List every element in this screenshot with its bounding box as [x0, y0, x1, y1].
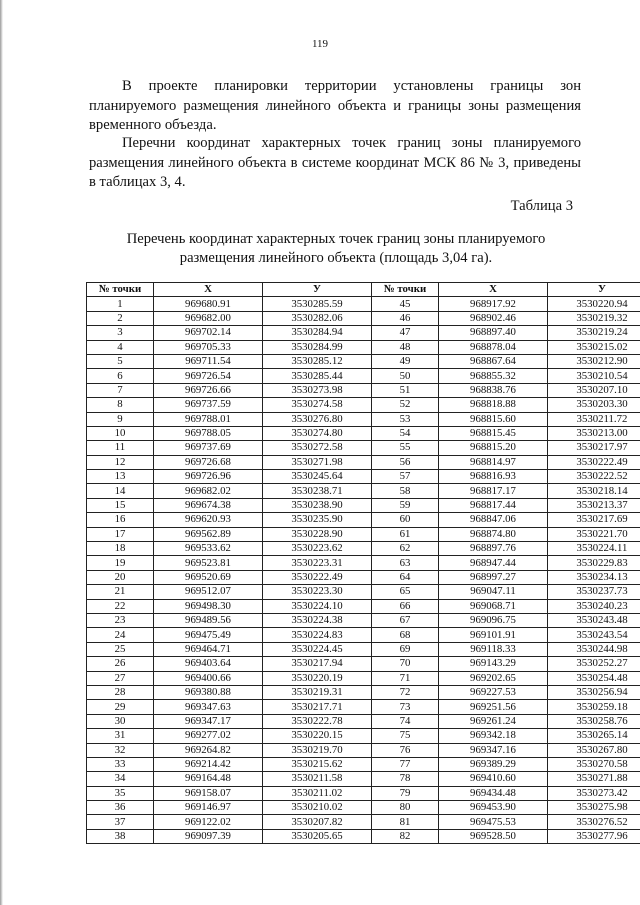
- cell-y: 3530243.48: [548, 613, 640, 627]
- cell-x: 969101.91: [439, 628, 548, 642]
- cell-point-number: 22: [87, 599, 154, 613]
- cell-x: 969523.81: [154, 556, 263, 570]
- cell-point-number: 45: [372, 297, 439, 311]
- cell-point-number: 66: [372, 599, 439, 613]
- table-caption-line-2: размещения линейного объекта (площадь 3,04 га).: [179, 250, 493, 266]
- table-row: [87, 297, 640, 311]
- header-x: Х: [439, 283, 548, 297]
- cell-point-number: 71: [372, 671, 439, 685]
- scan-edge: [0, 0, 3, 905]
- cell-x: 968897.40: [439, 326, 548, 340]
- cell-y: 3530221.70: [548, 527, 640, 541]
- table-row: [87, 772, 640, 786]
- cell-x: 969726.66: [154, 383, 263, 397]
- cell-y: 3530219.24: [548, 326, 640, 340]
- cell-point-number: 26: [87, 657, 154, 671]
- cell-point-number: 58: [372, 484, 439, 498]
- cell-point-number: 68: [372, 628, 439, 642]
- cell-point-number: 34: [87, 772, 154, 786]
- cell-point-number: 48: [372, 340, 439, 354]
- cell-y: 3530210.54: [548, 369, 640, 383]
- cell-y: 3530224.11: [548, 542, 640, 556]
- cell-y: 3530212.90: [548, 354, 640, 368]
- cell-x: 969528.50: [439, 829, 548, 843]
- cell-y: 3530238.90: [263, 498, 372, 512]
- cell-x: 969737.59: [154, 398, 263, 412]
- cell-y: 3530243.54: [548, 628, 640, 642]
- cell-y: 3530223.31: [263, 556, 372, 570]
- cell-x: 969788.01: [154, 412, 263, 426]
- cell-y: 3530224.38: [263, 613, 372, 627]
- cell-y: 3530222.52: [548, 470, 640, 484]
- cell-point-number: 6: [87, 369, 154, 383]
- cell-y: 3530223.62: [263, 542, 372, 556]
- cell-x: 968855.32: [439, 369, 548, 383]
- cell-point-number: 52: [372, 398, 439, 412]
- cell-y: 3530256.94: [548, 685, 640, 699]
- cell-x: 968878.04: [439, 340, 548, 354]
- cell-x: 968902.46: [439, 311, 548, 325]
- cell-y: 3530217.94: [263, 657, 372, 671]
- cell-x: 969143.29: [439, 657, 548, 671]
- cell-x: 969498.30: [154, 599, 263, 613]
- table-row: [87, 743, 640, 757]
- cell-x: 969146.97: [154, 801, 263, 815]
- cell-point-number: 80: [372, 801, 439, 815]
- cell-x: 968815.60: [439, 412, 548, 426]
- cell-x: 969264.82: [154, 743, 263, 757]
- cell-y: 3530277.96: [548, 829, 640, 843]
- table-row: [87, 340, 640, 354]
- cell-point-number: 81: [372, 815, 439, 829]
- cell-y: 3530276.52: [548, 815, 640, 829]
- cell-y: 3530219.32: [548, 311, 640, 325]
- cell-x: 968897.76: [439, 542, 548, 556]
- cell-x: 969475.53: [439, 815, 548, 829]
- cell-point-number: 15: [87, 498, 154, 512]
- cell-point-number: 57: [372, 470, 439, 484]
- cell-x: 969620.93: [154, 513, 263, 527]
- table-row: [87, 613, 640, 627]
- cell-y: 3530220.19: [263, 671, 372, 685]
- cell-x: 969122.02: [154, 815, 263, 829]
- cell-point-number: 20: [87, 570, 154, 584]
- cell-y: 3530210.02: [263, 801, 372, 815]
- table-row: [87, 383, 640, 397]
- cell-point-number: 29: [87, 700, 154, 714]
- cell-y: 3530222.49: [263, 570, 372, 584]
- cell-y: 3530284.94: [263, 326, 372, 340]
- table-row: [87, 498, 640, 512]
- cell-x: 969788.05: [154, 426, 263, 440]
- cell-point-number: 19: [87, 556, 154, 570]
- cell-point-number: 12: [87, 455, 154, 469]
- cell-y: 3530222.78: [263, 714, 372, 728]
- cell-x: 968815.45: [439, 426, 548, 440]
- table-label: Таблица 3: [510, 198, 573, 214]
- table-row: [87, 815, 640, 829]
- cell-y: 3530203.30: [548, 398, 640, 412]
- cell-y: 3530252.27: [548, 657, 640, 671]
- cell-x: 969410.60: [439, 772, 548, 786]
- cell-point-number: 38: [87, 829, 154, 843]
- cell-point-number: 77: [372, 757, 439, 771]
- table-row: [87, 628, 640, 642]
- cell-y: 3530229.83: [548, 556, 640, 570]
- paragraph-2-text: Перечни координат характерных точек границ зоны планируемого размещения линейного объекта в системе координат МСК 86 № 3, приведены в таблицах 3, 4.: [89, 135, 581, 190]
- table-caption: [90, 230, 582, 268]
- cell-point-number: 62: [372, 542, 439, 556]
- cell-point-number: 36: [87, 801, 154, 815]
- cell-point-number: 32: [87, 743, 154, 757]
- cell-point-number: 11: [87, 441, 154, 455]
- cell-y: 3530259.18: [548, 700, 640, 714]
- cell-y: 3530224.10: [263, 599, 372, 613]
- cell-point-number: 3: [87, 326, 154, 340]
- cell-x: 968997.27: [439, 570, 548, 584]
- cell-point-number: 31: [87, 729, 154, 743]
- cell-point-number: 82: [372, 829, 439, 843]
- cell-x: 968817.17: [439, 484, 548, 498]
- cell-point-number: 21: [87, 585, 154, 599]
- header-y: У: [548, 283, 640, 297]
- cell-point-number: 53: [372, 412, 439, 426]
- cell-x: 969674.38: [154, 498, 263, 512]
- cell-y: 3530217.69: [548, 513, 640, 527]
- cell-x: 969434.48: [439, 786, 548, 800]
- cell-y: 3530285.44: [263, 369, 372, 383]
- cell-y: 3530220.15: [263, 729, 372, 743]
- cell-y: 3530285.12: [263, 354, 372, 368]
- cell-x: 969702.14: [154, 326, 263, 340]
- cell-x: 968874.80: [439, 527, 548, 541]
- cell-y: 3530219.31: [263, 685, 372, 699]
- cell-point-number: 7: [87, 383, 154, 397]
- table-row: [87, 642, 640, 656]
- cell-point-number: 10: [87, 426, 154, 440]
- cell-x: 968818.88: [439, 398, 548, 412]
- cell-y: 3530217.97: [548, 441, 640, 455]
- cell-point-number: 37: [87, 815, 154, 829]
- table-row: [87, 513, 640, 527]
- cell-point-number: 61: [372, 527, 439, 541]
- cell-point-number: 17: [87, 527, 154, 541]
- cell-x: 969403.64: [154, 657, 263, 671]
- cell-point-number: 1: [87, 297, 154, 311]
- table-row: [87, 570, 640, 584]
- paragraph-2: [89, 134, 581, 193]
- cell-x: 969347.16: [439, 743, 548, 757]
- cell-point-number: 25: [87, 642, 154, 656]
- cell-point-number: 5: [87, 354, 154, 368]
- cell-y: 3530267.80: [548, 743, 640, 757]
- cell-point-number: 51: [372, 383, 439, 397]
- cell-y: 3530276.80: [263, 412, 372, 426]
- cell-y: 3530258.76: [548, 714, 640, 728]
- cell-point-number: 46: [372, 311, 439, 325]
- cell-point-number: 30: [87, 714, 154, 728]
- cell-x: 969489.56: [154, 613, 263, 627]
- table-row: [87, 354, 640, 368]
- cell-y: 3530223.30: [263, 585, 372, 599]
- cell-x: 968917.92: [439, 297, 548, 311]
- cell-point-number: 8: [87, 398, 154, 412]
- cell-point-number: 67: [372, 613, 439, 627]
- cell-point-number: 23: [87, 613, 154, 627]
- cell-x: 969068.71: [439, 599, 548, 613]
- cell-x: 969097.39: [154, 829, 263, 843]
- cell-x: 968814.97: [439, 455, 548, 469]
- cell-y: 3530237.73: [548, 585, 640, 599]
- cell-x: 969711.54: [154, 354, 263, 368]
- cell-y: 3530282.06: [263, 311, 372, 325]
- table-row: [87, 685, 640, 699]
- table-row: [87, 657, 640, 671]
- cell-y: 3530265.14: [548, 729, 640, 743]
- table-row: [87, 542, 640, 556]
- table-row: [87, 671, 640, 685]
- table-row: [87, 786, 640, 800]
- cell-y: 3530234.13: [548, 570, 640, 584]
- cell-point-number: 16: [87, 513, 154, 527]
- cell-x: 968815.20: [439, 441, 548, 455]
- cell-x: 969261.24: [439, 714, 548, 728]
- cell-point-number: 4: [87, 340, 154, 354]
- table-row: [87, 556, 640, 570]
- cell-y: 3530211.72: [548, 412, 640, 426]
- table-row: [87, 585, 640, 599]
- cell-x: 969347.63: [154, 700, 263, 714]
- cell-x: 969464.71: [154, 642, 263, 656]
- cell-point-number: 54: [372, 426, 439, 440]
- cell-point-number: 64: [372, 570, 439, 584]
- cell-x: 969520.69: [154, 570, 263, 584]
- cell-point-number: 55: [372, 441, 439, 455]
- table-row: [87, 829, 640, 843]
- table-row: [87, 426, 640, 440]
- cell-x: 968816.93: [439, 470, 548, 484]
- cell-point-number: 14: [87, 484, 154, 498]
- cell-x: 968838.76: [439, 383, 548, 397]
- cell-y: 3530235.90: [263, 513, 372, 527]
- cell-point-number: 35: [87, 786, 154, 800]
- cell-x: 969682.02: [154, 484, 263, 498]
- cell-point-number: 78: [372, 772, 439, 786]
- cell-x: 969342.18: [439, 729, 548, 743]
- cell-y: 3530224.83: [263, 628, 372, 642]
- table-row: [87, 700, 640, 714]
- table-header-row: [87, 283, 640, 297]
- cell-y: 3530270.58: [548, 757, 640, 771]
- cell-x: 969251.56: [439, 700, 548, 714]
- cell-x: 968817.44: [439, 498, 548, 512]
- cell-x: 969562.89: [154, 527, 263, 541]
- cell-x: 969347.17: [154, 714, 263, 728]
- cell-y: 3530272.58: [263, 441, 372, 455]
- table-row: [87, 801, 640, 815]
- cell-x: 969726.68: [154, 455, 263, 469]
- cell-y: 3530274.80: [263, 426, 372, 440]
- cell-y: 3530271.88: [548, 772, 640, 786]
- cell-x: 969726.54: [154, 369, 263, 383]
- cell-x: 969164.48: [154, 772, 263, 786]
- cell-y: 3530217.71: [263, 700, 372, 714]
- table-row: [87, 455, 640, 469]
- cell-y: 3530244.98: [548, 642, 640, 656]
- cell-y: 3530274.58: [263, 398, 372, 412]
- cell-y: 3530207.82: [263, 815, 372, 829]
- cell-x: 968947.44: [439, 556, 548, 570]
- page-number: 119: [311, 38, 329, 50]
- cell-x: 969227.53: [439, 685, 548, 699]
- cell-point-number: 74: [372, 714, 439, 728]
- cell-y: 3530273.98: [263, 383, 372, 397]
- cell-y: 3530228.90: [263, 527, 372, 541]
- cell-point-number: 13: [87, 470, 154, 484]
- cell-y: 3530211.02: [263, 786, 372, 800]
- cell-y: 3530238.71: [263, 484, 372, 498]
- table-row: [87, 470, 640, 484]
- table-body: [87, 297, 640, 844]
- cell-x: 969214.42: [154, 757, 263, 771]
- cell-y: 3530273.42: [548, 786, 640, 800]
- table-row: [87, 369, 640, 383]
- cell-point-number: 2: [87, 311, 154, 325]
- cell-y: 3530224.45: [263, 642, 372, 656]
- cell-y: 3530222.49: [548, 455, 640, 469]
- cell-point-number: 69: [372, 642, 439, 656]
- table-row: [87, 311, 640, 325]
- cell-x: 969158.07: [154, 786, 263, 800]
- cell-x: 968867.64: [439, 354, 548, 368]
- cell-x: 969202.65: [439, 671, 548, 685]
- cell-point-number: 70: [372, 657, 439, 671]
- cell-point-number: 18: [87, 542, 154, 556]
- table-row: [87, 412, 640, 426]
- cell-x: 969475.49: [154, 628, 263, 642]
- table-caption-line-1: Перечень координат характерных точек границ зоны планируемого: [126, 231, 546, 247]
- coordinates-table: [86, 282, 640, 844]
- cell-y: 3530205.65: [263, 829, 372, 843]
- cell-y: 3530240.23: [548, 599, 640, 613]
- cell-point-number: 9: [87, 412, 154, 426]
- cell-point-number: 73: [372, 700, 439, 714]
- table-row: [87, 527, 640, 541]
- cell-point-number: 75: [372, 729, 439, 743]
- cell-y: 3530245.64: [263, 470, 372, 484]
- table-row: [87, 326, 640, 340]
- cell-point-number: 63: [372, 556, 439, 570]
- cell-point-number: 72: [372, 685, 439, 699]
- cell-x: 969389.29: [439, 757, 548, 771]
- cell-y: 3530220.94: [548, 297, 640, 311]
- table-row: [87, 441, 640, 455]
- cell-point-number: 76: [372, 743, 439, 757]
- cell-point-number: 24: [87, 628, 154, 642]
- cell-x: 969705.33: [154, 340, 263, 354]
- cell-x: 969096.75: [439, 613, 548, 627]
- table-row: [87, 714, 640, 728]
- cell-y: 3530213.37: [548, 498, 640, 512]
- cell-y: 3530219.70: [263, 743, 372, 757]
- table-row: [87, 729, 640, 743]
- table-row: [87, 599, 640, 613]
- cell-x: 969737.69: [154, 441, 263, 455]
- cell-x: 969380.88: [154, 685, 263, 699]
- cell-point-number: 50: [372, 369, 439, 383]
- table-row: [87, 398, 640, 412]
- cell-y: 3530215.02: [548, 340, 640, 354]
- paragraph-1-text: В проекте планировки территории установлены границы зон планируемого размещения линейного объекта и границы зоны размещения временного объезда.: [89, 78, 581, 133]
- header-point-number: № точки: [372, 283, 439, 297]
- cell-y: 3530218.14: [548, 484, 640, 498]
- cell-x: 969680.91: [154, 297, 263, 311]
- header-y: У: [263, 283, 372, 297]
- cell-x: 969118.33: [439, 642, 548, 656]
- header-point-number: № точки: [87, 283, 154, 297]
- cell-y: 3530285.59: [263, 297, 372, 311]
- cell-point-number: 56: [372, 455, 439, 469]
- cell-x: 969682.00: [154, 311, 263, 325]
- cell-y: 3530211.58: [263, 772, 372, 786]
- cell-y: 3530254.48: [548, 671, 640, 685]
- cell-point-number: 59: [372, 498, 439, 512]
- cell-x: 969512.07: [154, 585, 263, 599]
- cell-y: 3530213.00: [548, 426, 640, 440]
- table-row: [87, 484, 640, 498]
- cell-point-number: 60: [372, 513, 439, 527]
- cell-y: 3530215.62: [263, 757, 372, 771]
- cell-x: 969453.90: [439, 801, 548, 815]
- cell-x: 969047.11: [439, 585, 548, 599]
- cell-point-number: 79: [372, 786, 439, 800]
- cell-x: 969400.66: [154, 671, 263, 685]
- cell-y: 3530275.98: [548, 801, 640, 815]
- cell-point-number: 27: [87, 671, 154, 685]
- cell-x: 968847.06: [439, 513, 548, 527]
- cell-y: 3530207.10: [548, 383, 640, 397]
- paragraph-1: [89, 77, 581, 136]
- table-row: [87, 757, 640, 771]
- cell-y: 3530271.98: [263, 455, 372, 469]
- cell-x: 969533.62: [154, 542, 263, 556]
- cell-point-number: 33: [87, 757, 154, 771]
- cell-point-number: 47: [372, 326, 439, 340]
- cell-y: 3530284.99: [263, 340, 372, 354]
- cell-point-number: 28: [87, 685, 154, 699]
- cell-point-number: 65: [372, 585, 439, 599]
- cell-x: 969726.96: [154, 470, 263, 484]
- cell-point-number: 49: [372, 354, 439, 368]
- header-x: Х: [154, 283, 263, 297]
- cell-x: 969277.02: [154, 729, 263, 743]
